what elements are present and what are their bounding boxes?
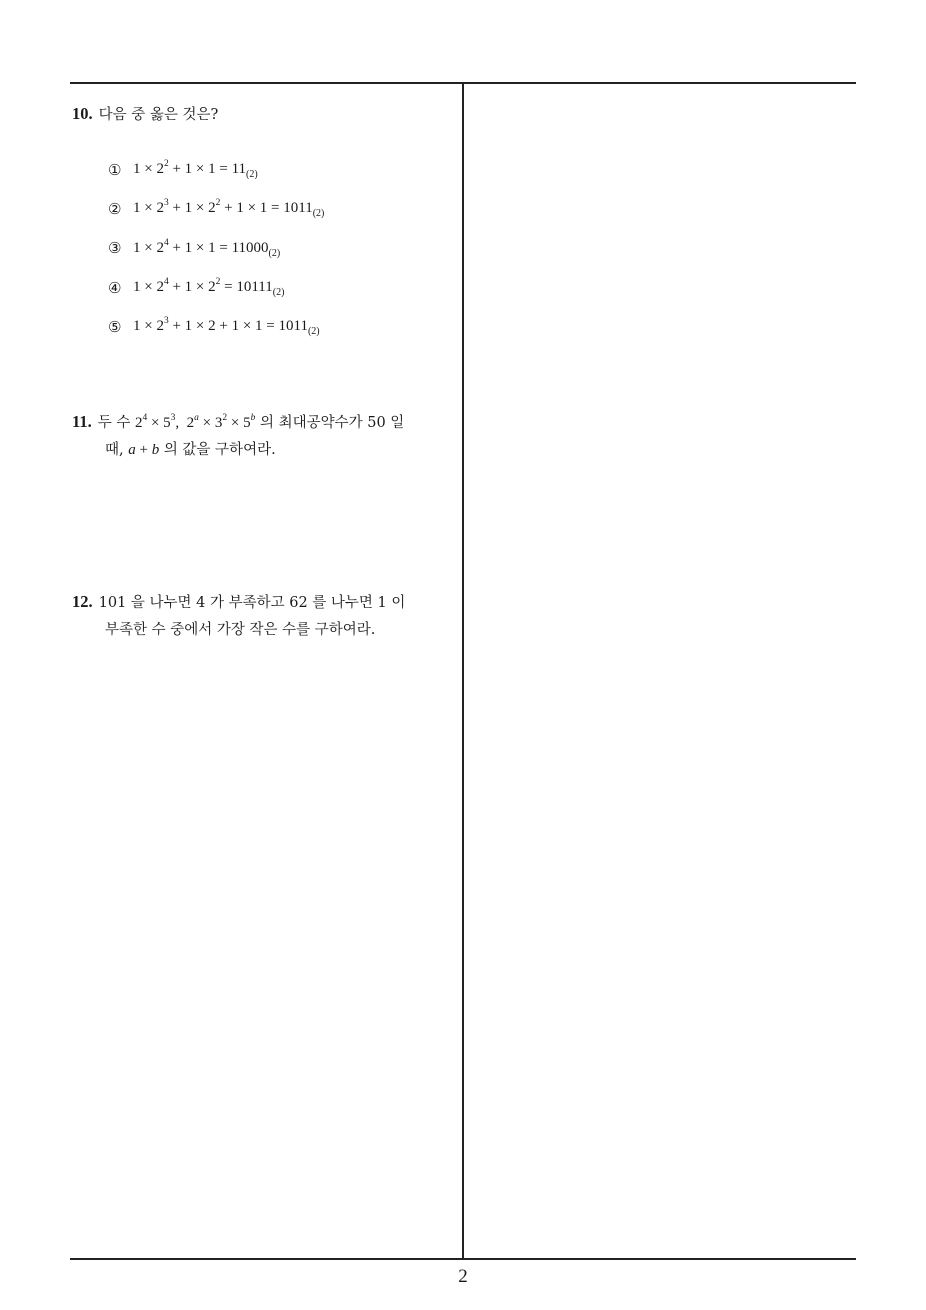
problem-10 <box>72 100 450 129</box>
choice-expression: $1 \times 2^2 + 1 \times 1 = 11_{(2)}$ <box>133 159 258 181</box>
bottom-rule <box>70 1258 856 1260</box>
choice-mark: ④ <box>108 278 122 297</box>
choice-expression: $1 \times 2^4 + 1 \times 1 = 11000_{(2)}$ <box>133 237 281 259</box>
problem-expression-2: a + b <box>128 442 160 458</box>
choice-3[interactable] <box>108 229 448 268</box>
problem-expression: $2^4 \times 5^3$, $2^a \times 3^2 \times 5^b$ <box>134 413 256 431</box>
choice-4[interactable] <box>108 268 448 307</box>
page-number: 2 <box>458 1266 468 1287</box>
choice-mark: ① <box>108 160 122 179</box>
choice-2[interactable] <box>108 189 448 228</box>
problem-12 <box>72 588 450 644</box>
problem-text-line2-suffix: 의 값을 구하여라. <box>163 442 276 458</box>
column-divider <box>462 82 464 1259</box>
choice-1[interactable] <box>108 150 448 189</box>
problem-number: 12. <box>72 592 93 611</box>
problem-11 <box>72 408 450 464</box>
problem-text-line2: 부족한 수 중에서 가장 작은 수를 구하여라. <box>105 622 376 638</box>
problem-number: 11. <box>72 412 92 431</box>
choice-expression: $1 \times 2^4 + 1 \times 2^2 = 10111_{(2)}$ <box>133 277 285 299</box>
choice-mark: ② <box>108 199 122 218</box>
choice-5[interactable] <box>108 307 448 346</box>
choice-expression: $1 \times 2^3 + 1 \times 2 + 1 \times 1 = 1011_{(2)}$ <box>133 316 320 338</box>
choice-list <box>108 150 448 346</box>
choice-mark: ⑤ <box>108 317 122 336</box>
problem-text-line1: 101 을 나누면 4 가 부족하고 62 를 나누면 1 이 <box>98 595 406 611</box>
choice-expression: $1 \times 2^3 + 1 \times 2^2 + 1 \times 1 = 1011_{(2)}$ <box>133 198 325 220</box>
problem-number: 10. <box>72 104 93 123</box>
problem-question: 다음 중 옳은 것은? <box>98 107 219 123</box>
problem-text-line1-prefix: 두 수 <box>97 415 131 431</box>
problem-text-line1-suffix: 의 최대공약수가 50 일 <box>259 415 405 431</box>
choice-mark: ③ <box>108 239 122 258</box>
problem-text-line2 <box>72 437 450 464</box>
problem-text-line2-prefix: 때, <box>105 442 124 458</box>
